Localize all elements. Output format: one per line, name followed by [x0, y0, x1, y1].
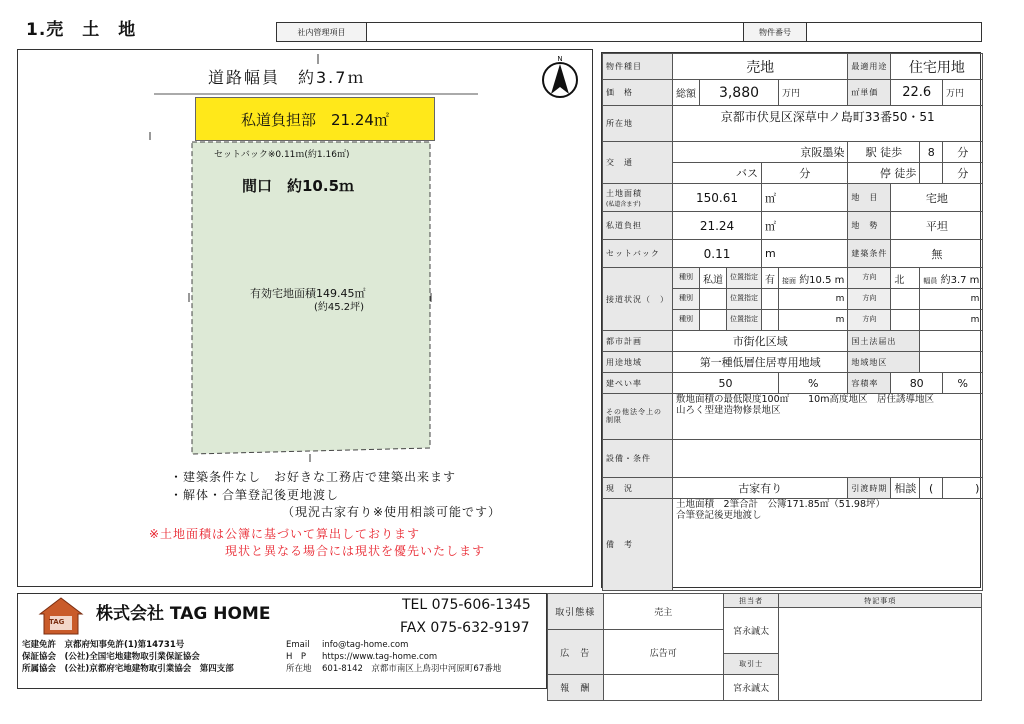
- email: info@tag-home.com: [322, 640, 409, 650]
- bcr-label: 建ぺい率: [603, 373, 673, 394]
- far-label: 容積率: [848, 373, 891, 394]
- road-kind-label: 種別: [673, 268, 700, 289]
- handover-close: ): [943, 478, 983, 499]
- use: 住宅用地: [891, 54, 983, 80]
- other-limits: [673, 394, 983, 440]
- zone: 第一種低層住居専用地域: [673, 352, 848, 373]
- bus-min: 分: [762, 163, 848, 184]
- city-plan: 市街化区域: [673, 331, 848, 352]
- effective-tsubo: (約45.2坪): [314, 302, 365, 313]
- other-2: 山ろく型建造物修景地区: [676, 405, 781, 417]
- hp-label: H P: [286, 652, 307, 662]
- north-label: N: [557, 55, 563, 63]
- bcr-unit: %: [779, 373, 848, 394]
- road-kind: 私道: [700, 268, 727, 289]
- far-unit: %: [943, 373, 983, 394]
- address-label: 所在地: [286, 664, 312, 674]
- fee-label: 報 酬: [548, 675, 604, 701]
- designation-label-2: 位置指定: [727, 289, 762, 310]
- hp: https://www.tag-home.com: [322, 652, 438, 662]
- station-mode: 駅 徒歩: [848, 142, 920, 163]
- road-kind-label-3: 種別: [673, 310, 700, 331]
- remarks-label: 備 考: [603, 499, 673, 591]
- ad-label: 広 告: [548, 630, 604, 675]
- note-line-1: ・建築条件なし お好きな工務店で建築出来ます: [170, 470, 457, 484]
- kind-label: 物件種目: [603, 54, 673, 80]
- status: 古家有り: [673, 478, 848, 499]
- handover-open: (: [920, 478, 943, 499]
- frontage: 間口 約10.5ｍ: [242, 177, 355, 195]
- staff-label: 担当者: [723, 594, 779, 608]
- national-label: 国土法届出: [848, 331, 920, 352]
- agent: 宮永誠太: [723, 675, 779, 701]
- note-line-2: ・解体・合筆登記後更地渡し: [170, 488, 340, 502]
- company-fax: FAX 075-632-9197: [400, 620, 530, 636]
- remarks-1: 土地面積 2筆合計 公簿171.85㎡（51.98坪）: [676, 499, 885, 510]
- kind: 売地: [673, 54, 848, 80]
- cond-label: 建築条件: [848, 240, 891, 268]
- email-label: Email: [286, 640, 310, 650]
- company-tel: TEL 075-606-1345: [402, 597, 531, 613]
- private-road-area: 私道負担部 21.24㎡: [195, 97, 435, 141]
- special-label: 特記事項: [779, 594, 982, 608]
- remarks: [673, 499, 983, 591]
- unit-price-unit: 万円: [943, 80, 983, 106]
- contact: 接面 約10.5 m: [779, 268, 848, 289]
- designation: 有: [762, 268, 779, 289]
- remarks-2: 合筆登記後更地渡し: [676, 510, 762, 522]
- logo-text: TAG: [49, 618, 65, 626]
- company-logo-icon: [38, 596, 84, 636]
- land-area: 150.61: [673, 184, 762, 212]
- land-area-label: 土地面積 (私道含まず): [603, 184, 673, 212]
- width-unit-2: m: [920, 289, 983, 310]
- traffic-label: 交 通: [603, 142, 673, 184]
- width-unit-3: m: [920, 310, 983, 331]
- note-line-3: （現況古家有り※使用相談可能です）: [282, 505, 502, 519]
- road-label: 接道状況（ ）: [603, 268, 673, 331]
- private-unit: ㎡: [762, 212, 848, 240]
- direction-label: 方向: [848, 268, 891, 289]
- staff: 宮永誠太: [723, 608, 779, 654]
- license: 宅建免許 京都府知事免許(1)第14731号: [22, 640, 185, 650]
- effective-area: 有効宅地面積149.45㎡: [250, 287, 366, 300]
- cond: 無: [891, 240, 983, 268]
- total-label: 総額: [673, 80, 700, 106]
- unit-price: 22.6: [891, 80, 943, 106]
- zone-label: 用途地域: [603, 352, 673, 373]
- page-title: 1.売 土 地: [26, 20, 137, 40]
- contact-unit-2: m: [779, 289, 848, 310]
- setback-note: セットバック※0.11ｍ(約1.16㎡): [214, 150, 350, 160]
- location-label: 所在地: [603, 106, 673, 142]
- private-label: 私道負担: [603, 212, 673, 240]
- assoc-1: 保証協会 (公社)全国宅地建物取引業保証協会: [22, 652, 200, 662]
- red-note-2: 現状と異なる場合には現状を優先いたします: [225, 544, 486, 558]
- property-no-label: 物件番号: [743, 23, 807, 41]
- bcr: 50: [673, 373, 779, 394]
- use-label: 最適用途: [848, 54, 891, 80]
- header-bar: [276, 22, 982, 42]
- private: 21.24: [673, 212, 762, 240]
- handover-label: 引渡時期: [848, 478, 891, 499]
- direction-label-2: 方向: [848, 289, 891, 310]
- stop-min: 分: [943, 163, 983, 184]
- setback-value: 0.11: [673, 240, 762, 268]
- station-min-unit: 分: [943, 142, 983, 163]
- designation-label-3: 位置指定: [727, 310, 762, 331]
- location: 京都市伏見区深草中ノ島町33番50・51: [673, 106, 983, 142]
- detail-table: [601, 52, 981, 588]
- bus: バス: [673, 163, 762, 184]
- setback-unit: m: [762, 240, 848, 268]
- station-min: 8: [920, 142, 943, 163]
- facility-label: 設備・条件: [603, 440, 673, 478]
- agent-label: 取引士: [723, 654, 779, 675]
- chisei: 平坦: [891, 212, 983, 240]
- red-note-1: ※土地面積は公簿に基づいて算出しております: [149, 527, 421, 541]
- road-kind-label-2: 種別: [673, 289, 700, 310]
- chimoku: 宅地: [891, 184, 983, 212]
- status-label: 現 況: [603, 478, 673, 499]
- handover: 相談: [891, 478, 920, 499]
- assoc-2: 所属協会 (公社)京都府宅地建物取引業協会 第四支部: [22, 664, 234, 674]
- mode: 売主: [603, 594, 723, 630]
- address: 601-8142 京都市南区上鳥羽中河原町67番地: [322, 664, 502, 674]
- trade-table: [547, 593, 982, 694]
- company-panel: [17, 593, 547, 689]
- price-label: 価 格: [603, 80, 673, 106]
- ad: 広告可: [603, 630, 723, 675]
- chimoku-label: 地 目: [848, 184, 891, 212]
- direction-label-3: 方向: [848, 310, 891, 331]
- price-unit: 万円: [779, 80, 848, 106]
- mode-label: 取引態様: [548, 594, 604, 630]
- far: 80: [891, 373, 943, 394]
- city-plan-label: 都市計画: [603, 331, 673, 352]
- road-width: 道路幅員 約3.7ｍ: [208, 68, 366, 87]
- other-label: その他法令上の制限: [603, 394, 673, 440]
- station: 京阪墨染: [673, 142, 848, 163]
- chisei-label: 地 勢: [848, 212, 891, 240]
- company-name: 株式会社 TAG HOME: [96, 604, 271, 624]
- district-label: 地域地区: [848, 352, 920, 373]
- setback-label: セットバック: [603, 240, 673, 268]
- stop: 停 徒歩: [848, 163, 920, 184]
- other-1: 敷地面積の最低限度100㎡ 10m高度地区 居住誘導地区: [676, 394, 934, 405]
- price: 3,880: [700, 80, 779, 106]
- width: 幅員 約3.7 m: [920, 268, 983, 289]
- contact-unit-3: m: [779, 310, 848, 331]
- designation-label: 位置指定: [727, 268, 762, 289]
- map-panel: [17, 49, 593, 587]
- land-area-unit: ㎡: [762, 184, 848, 212]
- direction: 北: [891, 268, 920, 289]
- unit-price-label: ㎡単価: [848, 80, 891, 106]
- internal-label: 社内管理項目: [277, 23, 367, 41]
